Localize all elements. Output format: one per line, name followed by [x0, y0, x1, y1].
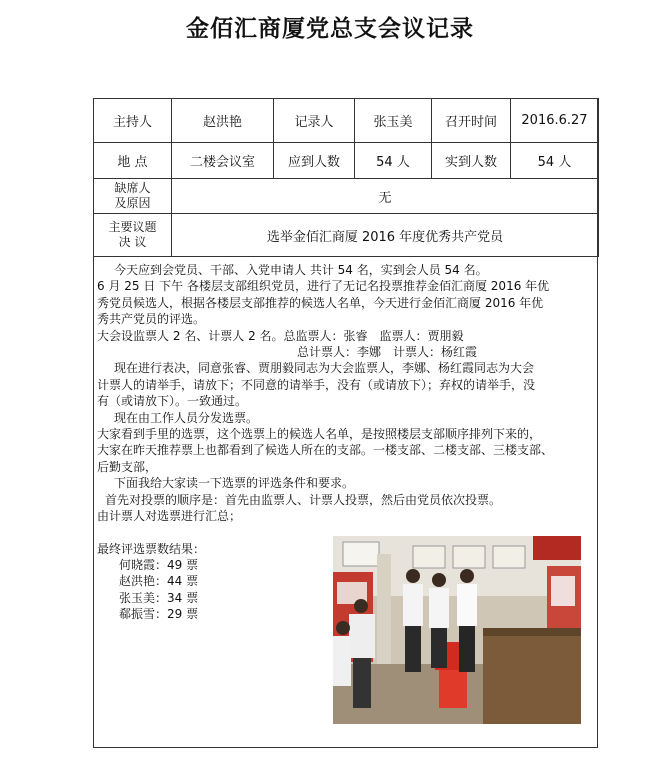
minutes-line: 秀共产党员的评选。 — [97, 312, 206, 327]
minutes-line: 秀党员候选人，根据各楼层支部推荐的候选人名单，今天进行金佰汇商厦 2016 年优 — [97, 295, 544, 310]
expected-value: 54 人 — [355, 143, 432, 179]
minutes-monitors: 大会设监票人 2 名、计票人 2 名。总监票人：张睿 监票人：贾朋毅 — [97, 328, 464, 343]
meeting-info-table — [93, 98, 599, 257]
absent-label — [94, 179, 172, 214]
topic-value: 选举金佰汇商厦 2016 年度优秀共产党员 — [172, 214, 599, 257]
minutes-line: 大家看到手里的选票，这个选票上的候选人名单，是按照楼层支部顺序排列下来的， — [97, 427, 542, 442]
expected-label: 应到人数 — [274, 143, 355, 179]
result-item: 赵洪艳：44 票 — [119, 574, 199, 589]
actual-value: 54 人 — [511, 143, 599, 179]
recorder-label: 记录人 — [274, 99, 355, 143]
place-label: 地 点 — [94, 143, 172, 179]
minutes-line: 下面我给大家读一下选票的评选条件和要求。 — [114, 476, 355, 491]
minutes-attendance: 今天应到会党员、干部、入党申请人 共计 54 名，实到会人员 54 名。 — [114, 263, 488, 277]
absent-value: 无 — [172, 179, 599, 214]
minutes-line: 现在由工作人员分发选票。 — [114, 410, 259, 425]
topic-label-line1: 主要议题 — [108, 220, 157, 234]
recorder-value: 张玉美 — [355, 99, 432, 143]
result-item: 郗振雪：29 票 — [119, 607, 199, 622]
result-title: 最终评选票数结果： — [97, 541, 206, 556]
document-title: 金佰汇商厦党总支会议记录 — [186, 16, 474, 42]
minutes-line: 计票人的请举手，请放下；不同意的请举手，没有（或请放下）；弃权的请举手，没 — [97, 377, 536, 392]
voting-photo-illustration — [333, 536, 581, 724]
actual-label: 实到人数 — [432, 143, 511, 179]
minutes-counters: 总计票人：李娜 计票人：杨红霞 — [297, 345, 478, 360]
minutes-line: 后勤支部， — [97, 459, 158, 474]
time-label: 召开时间 — [432, 99, 511, 143]
minutes-line: 现在进行表决，同意张睿、贾朋毅同志为大会监票人，李娜、杨红霞同志为大会 — [114, 361, 535, 376]
host-value: 赵洪艳 — [172, 99, 274, 143]
time-value: 2016.6.27 — [511, 99, 599, 143]
minutes-line: 有（或请放下）。一致通过。 — [97, 394, 248, 409]
topic-label-line2: 决 议 — [118, 235, 147, 249]
minutes-line: 6 月 25 日 下午 各楼层支部组织党员，进行了无记名投票推荐金佰汇商厦 2016 年优 — [97, 279, 550, 294]
host-label: 主持人 — [94, 99, 172, 143]
topic-label — [94, 214, 172, 257]
result-item: 何晓霞：49 票 — [119, 557, 199, 572]
minutes-line: 由计票人对选票进行汇总； — [97, 509, 242, 524]
result-item: 张玉美：34 票 — [119, 590, 199, 605]
absent-label-line1: 缺席人 — [114, 181, 151, 195]
minutes-line: 首先对投票的顺序是：首先由监票人、计票人投票，然后由党员依次投票。 — [105, 492, 502, 507]
voting-photo — [333, 536, 581, 724]
absent-label-line2: 及原因 — [114, 196, 151, 210]
place-value: 二楼会议室 — [172, 143, 274, 179]
minutes-line: 大家在昨天推荐票上也都看到了候选人所在的支部。一楼支部、二楼支部、三楼支部、 — [97, 443, 554, 458]
